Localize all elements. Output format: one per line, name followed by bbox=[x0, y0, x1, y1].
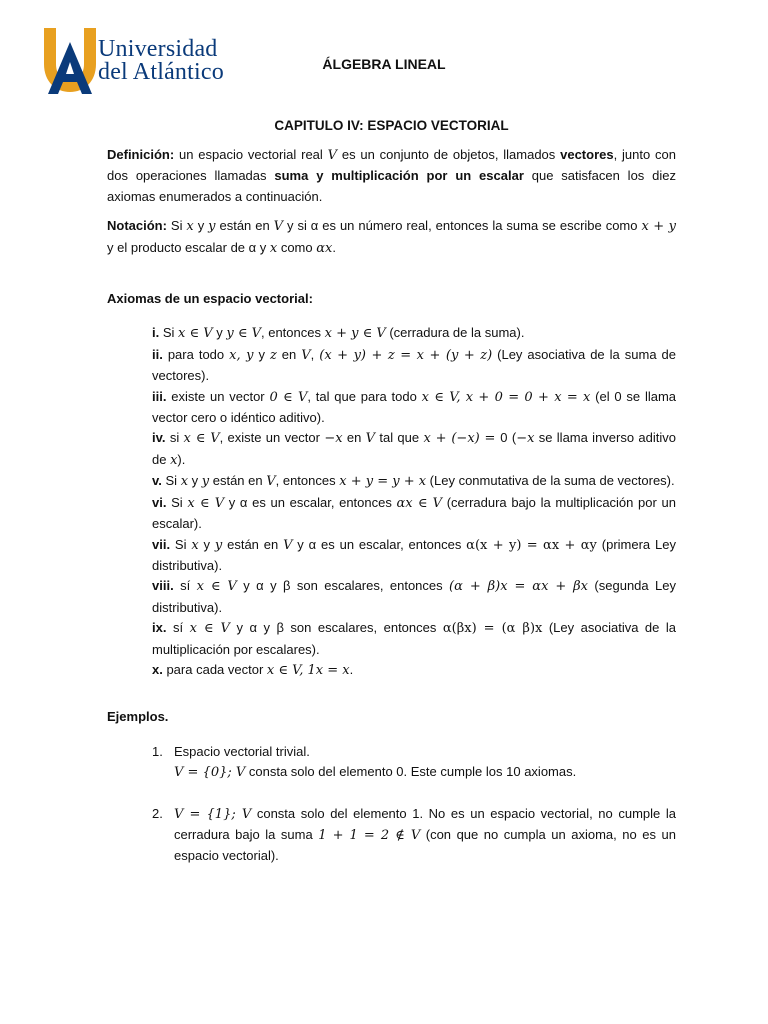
math-run: x ∈ V bbox=[189, 621, 230, 637]
text-run: como bbox=[277, 239, 317, 255]
text-run: , tal que para todo bbox=[307, 388, 422, 404]
math-run: x ∈ V bbox=[196, 579, 237, 595]
example-number: 1. bbox=[152, 743, 163, 759]
text-run: y α es un escalar, entonces bbox=[292, 536, 467, 552]
math-run: V = {1}; V bbox=[174, 806, 252, 822]
math-run: x, y bbox=[229, 347, 254, 363]
math-run: αx bbox=[316, 240, 333, 256]
text-run: . bbox=[349, 661, 354, 677]
math-run: −x bbox=[324, 431, 343, 447]
course-title-text: ÁLGEBRA LINEAL bbox=[322, 56, 446, 72]
math-run: x bbox=[191, 537, 199, 553]
text-run: que satisfacen los diez axiomas enumerados a continuación. bbox=[107, 168, 676, 204]
text-run: para cada vector bbox=[162, 661, 267, 677]
axiom-label: vii. bbox=[152, 536, 171, 552]
text-run: Si bbox=[166, 218, 187, 234]
axiom-item bbox=[152, 618, 676, 660]
math-run: y bbox=[201, 474, 210, 490]
math-run: x + y bbox=[641, 219, 676, 235]
text-run: y bbox=[193, 218, 209, 234]
math-run: V bbox=[301, 347, 311, 363]
notation-label: Notación: bbox=[107, 218, 167, 234]
text-run: (Ley asociativa de la multiplicación por escalares). bbox=[152, 620, 677, 657]
text-run: es un conjunto de objetos, llamados bbox=[337, 147, 561, 162]
math-run: x ∈ V, 1x = x bbox=[266, 662, 350, 678]
axiom-item bbox=[152, 428, 676, 471]
text-run: (cerradura de la suma). bbox=[385, 325, 525, 341]
text-run: 0 ( bbox=[500, 430, 517, 446]
text-run: y bbox=[188, 473, 202, 489]
axiom-label: iv. bbox=[152, 430, 166, 446]
example-number: 2. bbox=[152, 805, 163, 821]
text-run: están en bbox=[209, 473, 267, 489]
text-run: (con que no cumpla un axioma, no es un espacio vectorial). bbox=[174, 826, 677, 864]
text-run: tal que bbox=[375, 430, 424, 446]
text-run: , entonces bbox=[275, 473, 340, 489]
axiom-label: i. bbox=[152, 325, 160, 341]
axiom-label: ix. bbox=[152, 620, 167, 636]
text-run: Si bbox=[166, 494, 188, 510]
text-run: y α y β son escalares, entonces bbox=[236, 578, 450, 594]
math-run: x bbox=[180, 474, 189, 490]
math-run: α(βx) = (α β)x bbox=[442, 621, 543, 637]
text-run: , bbox=[310, 346, 320, 362]
text-run: en bbox=[342, 430, 366, 446]
axiom-item bbox=[152, 345, 676, 387]
axiom-item bbox=[152, 323, 676, 344]
example-body bbox=[174, 804, 676, 867]
definition-paragraph bbox=[107, 145, 676, 207]
math-run: 0 ∈ V bbox=[269, 389, 308, 405]
example-body bbox=[174, 742, 676, 784]
example-item bbox=[152, 804, 676, 867]
axiom-label: ii. bbox=[152, 346, 163, 362]
text-run: y α y β son escalares, entonces bbox=[229, 620, 443, 636]
bold-term: suma y multiplicación por un escalar bbox=[274, 168, 524, 184]
math-run: (α + β)x = αx + βx bbox=[449, 579, 589, 595]
axiom-label: vi. bbox=[152, 494, 167, 510]
bold-term: vectores bbox=[560, 147, 614, 162]
math-run: V = {0}; V bbox=[174, 765, 246, 781]
math-run: x bbox=[170, 452, 178, 468]
math-run: V bbox=[327, 148, 338, 163]
text-run: y bbox=[253, 346, 270, 362]
text-run: . bbox=[332, 239, 336, 255]
text-run: consta solo del elemento 0. Este cumple los 10 axiomas. bbox=[245, 764, 577, 780]
math-run: x ∈ V bbox=[183, 431, 220, 447]
text-run: , existe un vector bbox=[219, 430, 325, 446]
course-title bbox=[0, 54, 768, 74]
text-run: si bbox=[165, 430, 184, 446]
axiom-item bbox=[152, 387, 676, 429]
math-run: V bbox=[273, 219, 284, 235]
examples-list bbox=[152, 742, 676, 867]
text-run: en bbox=[276, 346, 302, 362]
text-run: y bbox=[198, 536, 215, 552]
math-run: y ∈ V bbox=[226, 326, 261, 342]
example-text bbox=[174, 804, 676, 867]
text-run: Si bbox=[161, 473, 181, 489]
example-title: Espacio vectorial trivial. bbox=[174, 743, 310, 759]
text-run: están en bbox=[222, 536, 284, 552]
math-run: z bbox=[269, 347, 277, 363]
math-run: α(x + y) = αx + αy bbox=[466, 537, 597, 553]
math-run: x ∈ V bbox=[187, 495, 225, 511]
math-run: (x + y) + z = x + (y + z) bbox=[319, 347, 493, 363]
logo-line-1: Universidad bbox=[98, 36, 218, 62]
axiom-label: x. bbox=[152, 661, 163, 677]
text-run: un espacio vectorial real bbox=[174, 147, 328, 162]
definition-label: Definición: bbox=[107, 147, 175, 162]
math-run: x + y ∈ V bbox=[324, 326, 386, 342]
axiom-item bbox=[152, 493, 676, 535]
notation-paragraph bbox=[107, 216, 676, 259]
axiom-item bbox=[152, 576, 676, 618]
axiom-label: viii. bbox=[152, 578, 174, 594]
chapter-title: CAPITULO IV: ESPACIO VECTORIAL bbox=[274, 118, 509, 133]
math-run: αx ∈ V bbox=[396, 495, 443, 511]
text-run: sí bbox=[173, 578, 197, 594]
axiom-item bbox=[152, 471, 676, 492]
text-run: Si bbox=[159, 325, 179, 341]
text-run: y α es un escalar, entonces bbox=[224, 494, 397, 510]
math-run: y bbox=[208, 219, 216, 235]
text-run: (segunda Ley distributiva). bbox=[152, 578, 676, 615]
math-run: V bbox=[283, 537, 293, 553]
math-run: 1 + 1 = 2 ∉ V bbox=[318, 827, 421, 843]
text-run: y si α es un número real, entonces la suma se escribe como bbox=[283, 218, 642, 234]
text-run: , entonces bbox=[261, 325, 325, 341]
text-run: consta solo del elemento 1. No es un espacio vectorial, no cumple la cerradura bajo la suma bbox=[174, 805, 676, 842]
examples-heading: Ejemplos. bbox=[107, 709, 169, 725]
text-run: existe un vector bbox=[166, 388, 270, 404]
math-run: −x bbox=[516, 431, 535, 447]
math-run: V bbox=[266, 474, 276, 490]
axiom-item bbox=[152, 535, 676, 577]
text-run: y bbox=[212, 325, 227, 341]
example-text bbox=[174, 762, 676, 783]
text-run: están en bbox=[215, 218, 274, 234]
math-run: x bbox=[186, 219, 194, 235]
math-run: x bbox=[269, 240, 278, 256]
text-run: sí bbox=[166, 620, 190, 636]
axiom-item bbox=[152, 660, 676, 681]
text-run: (Ley conmutativa de la suma de vectores). bbox=[426, 473, 675, 489]
math-run: y bbox=[214, 537, 223, 553]
text-run: se llama inverso aditivo de bbox=[152, 430, 676, 467]
math-run: x ∈ V, x + 0 = 0 + x = x bbox=[421, 389, 591, 405]
document-body bbox=[107, 145, 676, 867]
text-run: , junto con dos operaciones llamadas bbox=[107, 147, 676, 184]
math-run: x ∈ V bbox=[178, 326, 213, 342]
axiom-label: v. bbox=[152, 473, 162, 489]
text-run: (cerradura bajo la multiplicación por un escalar). bbox=[152, 494, 676, 532]
text-run: para todo bbox=[162, 346, 230, 362]
text-run: y el producto escalar de α y bbox=[107, 239, 270, 255]
example-item bbox=[152, 742, 676, 784]
math-run: V bbox=[365, 431, 376, 447]
text-run: ). bbox=[177, 451, 186, 467]
math-run: x + (−x) = bbox=[423, 431, 501, 447]
axioms-list bbox=[152, 323, 676, 681]
text-run: (el 0 se llama vector cero o idéntico aditivo). bbox=[152, 388, 677, 426]
axiom-label: iii. bbox=[152, 388, 167, 404]
logo-line-2: del Atlántico bbox=[98, 59, 224, 85]
text-run: Si bbox=[170, 536, 192, 552]
axioms-heading: Axiomas de un espacio vectorial: bbox=[107, 291, 313, 307]
text-run: (primera Ley distributiva). bbox=[152, 536, 676, 573]
text-run: (Ley asociativa de la suma de vectores). bbox=[152, 346, 676, 384]
math-run: x + y = y + x bbox=[339, 474, 427, 490]
